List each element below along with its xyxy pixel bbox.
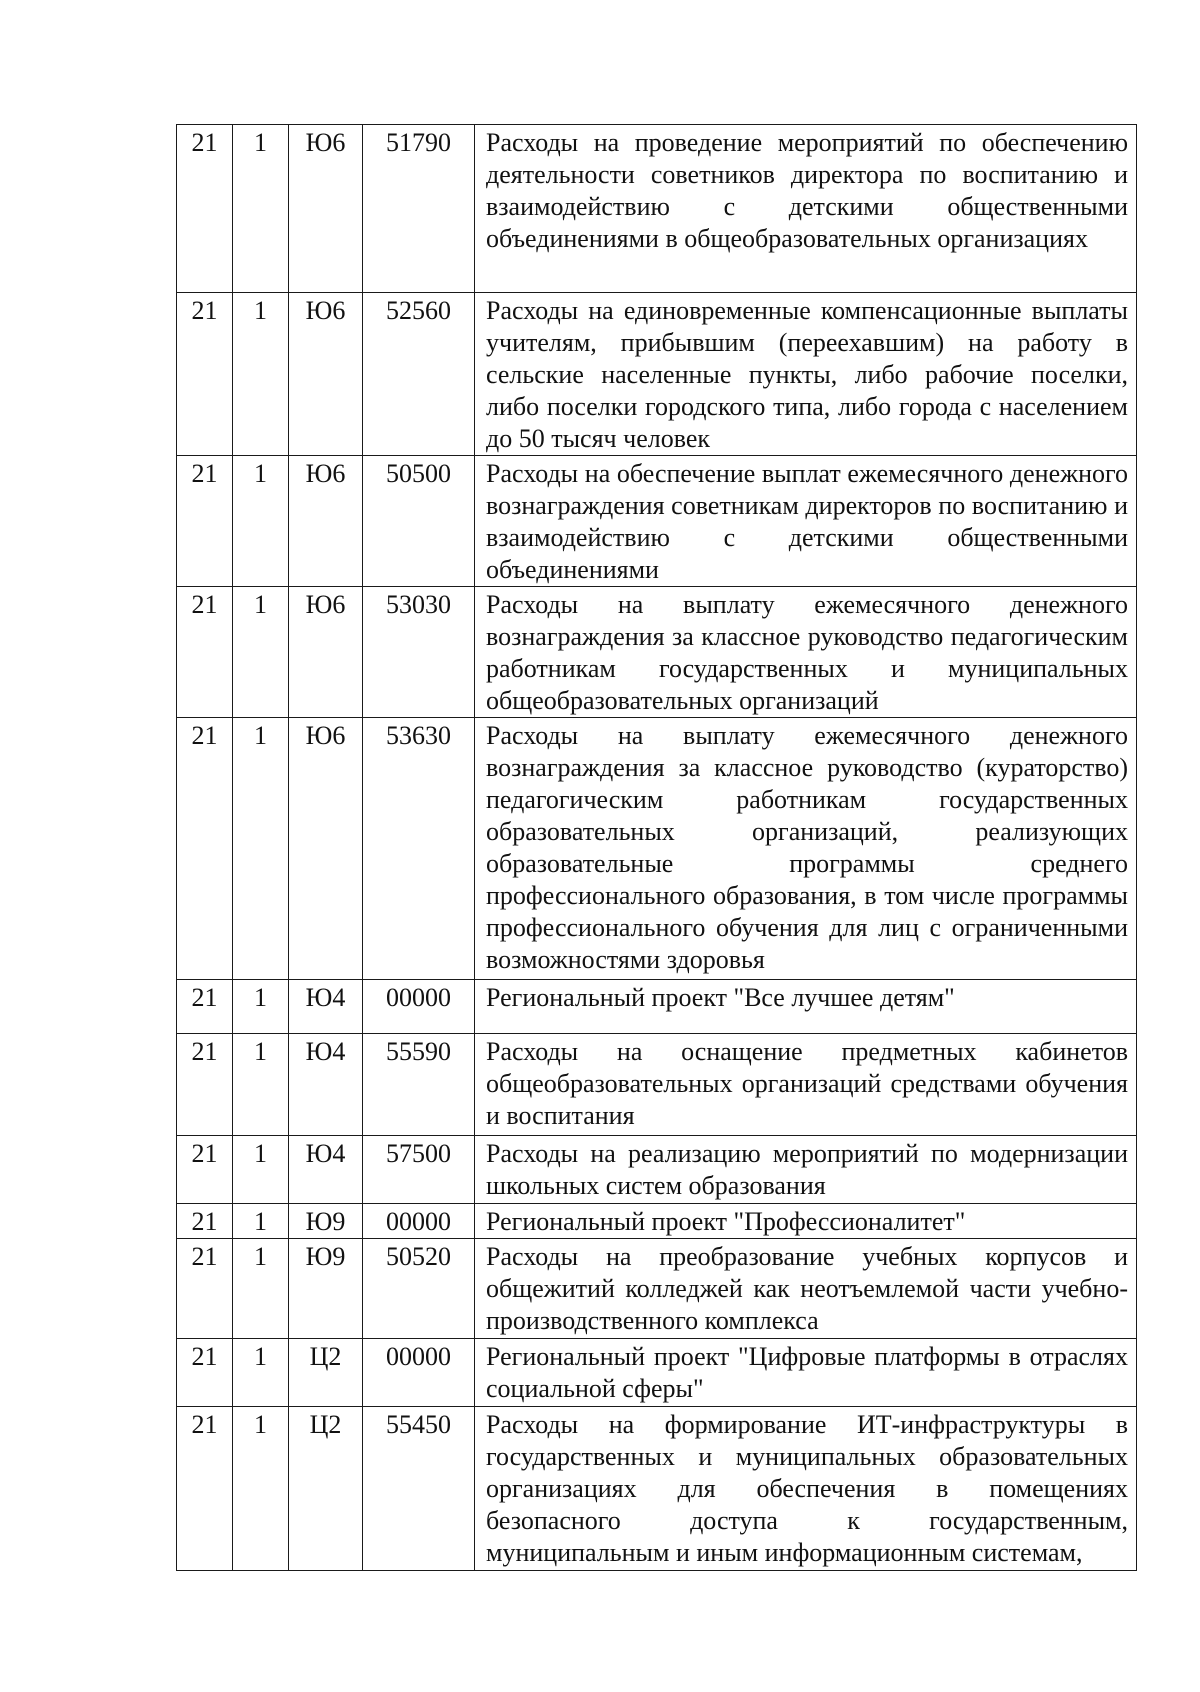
table-row [177,293,1137,456]
expense-code-cell: 51790 [363,125,475,293]
program-code-cell: Ц2 [289,1407,363,1571]
program-code-cell: Ю6 [289,125,363,293]
expense-code-cell: 53030 [363,587,475,718]
table-row [177,1339,1137,1407]
expense-code-cell: 50500 [363,456,475,587]
program-code-cell: Ю6 [289,456,363,587]
code-cell-2: 1 [233,587,289,718]
project-title-cell: Региональный проект "Профессионалитет" [475,1204,1137,1239]
code-cell-1: 21 [177,587,233,718]
table-row [177,980,1137,1034]
project-title-cell: Региональный проект "Цифровые платформы в отраслях социальной сферы" [475,1339,1137,1407]
description-cell: Расходы на выплату ежемесячного денежного вознаграждения за классное руководство (кураторство) педагогическим работникам государственных образовательных организаций, реализующих образовательные программы среднего профессионального образования, в том числе программы профессионального обучения для лиц с ограниченными возможностями здоровья [475,718,1137,980]
expense-code-cell: 00000 [363,980,475,1034]
description-cell: Расходы на реализацию мероприятий по модернизации школьных систем образования [475,1136,1137,1204]
description-cell: Расходы на единовременные компенсационные выплаты учителям, прибывшим (переехавшим) на работу в сельские населенные пункты, либо рабочие поселки, либо поселки городского типа, либо города с населением до 50 тысяч человек [475,293,1137,456]
table-row [177,1204,1137,1239]
code-cell-2: 1 [233,1136,289,1204]
expense-code-cell: 00000 [363,1204,475,1239]
code-cell-1: 21 [177,456,233,587]
program-code-cell: Ю6 [289,718,363,980]
code-cell-2: 1 [233,718,289,980]
expense-code-cell: 55590 [363,1034,475,1136]
code-cell-1: 21 [177,1136,233,1204]
program-code-cell: Ц2 [289,1339,363,1407]
code-cell-2: 1 [233,125,289,293]
code-cell-2: 1 [233,980,289,1034]
table-row [177,718,1137,980]
code-cell-2: 1 [233,1339,289,1407]
code-cell-2: 1 [233,293,289,456]
description-cell: Расходы на оснащение предметных кабинетов общеобразовательных организаций средствами обучения и воспитания [475,1034,1137,1136]
program-code-cell: Ю9 [289,1204,363,1239]
program-code-cell: Ю9 [289,1239,363,1339]
expense-code-cell: 55450 [363,1407,475,1571]
table-row [177,456,1137,587]
expense-code-cell: 53630 [363,718,475,980]
code-cell-2: 1 [233,456,289,587]
code-cell-2: 1 [233,1204,289,1239]
description-cell: Расходы на проведение мероприятий по обеспечению деятельности советников директора по воспитанию и взаимодействию с детскими общественными объединениями в общеобразовательных организациях [475,125,1137,293]
description-cell: Расходы на обеспечение выплат ежемесячного денежного вознаграждения советникам директоров по воспитанию и взаимодействию с детскими общественными объединениями [475,456,1137,587]
description-cell: Расходы на преобразование учебных корпусов и общежитий колледжей как неотъемлемой части учебно-производственного комплекса [475,1239,1137,1339]
program-code-cell: Ю6 [289,293,363,456]
table-row [177,587,1137,718]
program-code-cell: Ю4 [289,1136,363,1204]
code-cell-1: 21 [177,1407,233,1571]
expense-code-cell: 50520 [363,1239,475,1339]
description-cell: Расходы на выплату ежемесячного денежного вознаграждения за классное руководство педагогическим работникам государственных и муниципальных общеобразовательных организаций [475,587,1137,718]
program-code-cell: Ю4 [289,1034,363,1136]
table-row [177,1034,1137,1136]
code-cell-1: 21 [177,1034,233,1136]
code-cell-2: 1 [233,1239,289,1339]
code-cell-2: 1 [233,1034,289,1136]
code-cell-1: 21 [177,125,233,293]
code-cell-1: 21 [177,718,233,980]
code-cell-1: 21 [177,1204,233,1239]
code-cell-1: 21 [177,980,233,1034]
program-code-cell: Ю4 [289,980,363,1034]
table-row [177,1136,1137,1204]
table-row [177,1407,1137,1571]
table-row [177,125,1137,293]
project-title-cell: Региональный проект "Все лучшее детям" [475,980,1137,1034]
budget-codes-table [176,124,1137,1571]
description-cell: Расходы на формирование ИТ-инфраструктуры в государственных и муниципальных образовательных организациях для обеспечения в помещениях безопасного доступа к государственным, муниципальным и иным информационным системам, [475,1407,1137,1571]
table-row [177,1239,1137,1339]
code-cell-1: 21 [177,1239,233,1339]
code-cell-1: 21 [177,293,233,456]
expense-code-cell: 00000 [363,1339,475,1407]
program-code-cell: Ю6 [289,587,363,718]
code-cell-2: 1 [233,1407,289,1571]
expense-code-cell: 57500 [363,1136,475,1204]
code-cell-1: 21 [177,1339,233,1407]
expense-code-cell: 52560 [363,293,475,456]
